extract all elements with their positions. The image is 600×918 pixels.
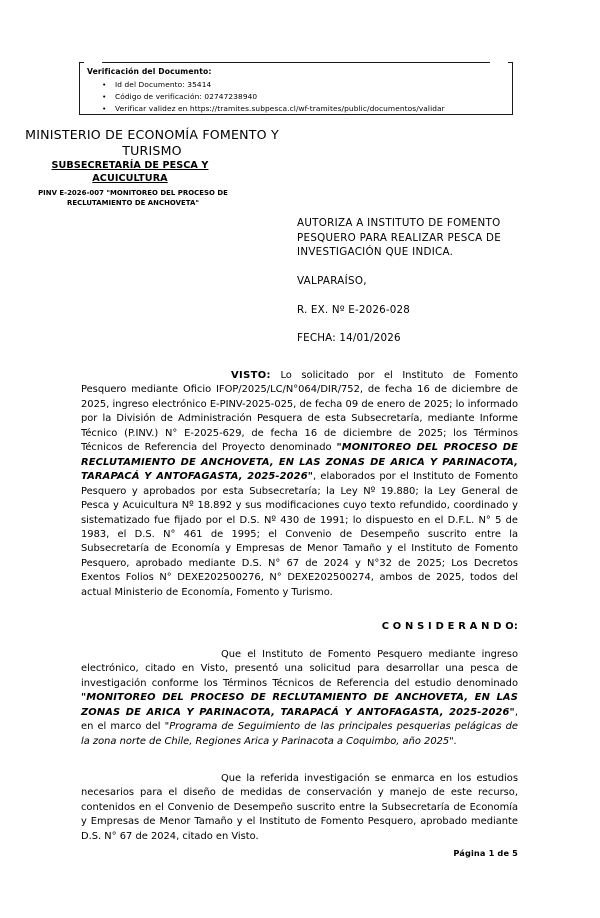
- ministry-name: MINISTERIO DE ECONOMÍA FOMENTO Y TURISMO: [25, 127, 279, 158]
- visto-keyword: VISTO:: [231, 370, 271, 381]
- resolution-number: R. EX. Nº E-2026-028: [297, 304, 411, 316]
- study-title-emphasis: "MONITOREO DEL PROCESO DE RECLUTAMIENTO DE ANCHOVETA, EN LAS ZONAS DE ARICA Y PARINACOTA, TARAPACÁ Y ANTOFAGASTA, 2025-2026": [81, 442, 518, 483]
- page-footer: Página 1 de 5: [453, 848, 518, 858]
- considerando-1-text-part2: , en el marco del: [81, 706, 518, 733]
- considerando-paragraph-1: [81, 648, 518, 749]
- verification-item-list: [87, 79, 445, 116]
- subsecretaria-name: SUBSECRETARÍA DE PESCA Y ACUICULTURA: [51, 160, 209, 184]
- verification-item-document-id: [87, 79, 445, 91]
- verification-item-code: [87, 91, 445, 103]
- project-code-label: PINV E-2026-007 "MONITOREO DEL PROCESO DE RECLUTAMIENTO DE ANCHOVETA": [38, 189, 228, 207]
- considerando-1-text-part1: Que el Instituto de Fomento Pesquero mediante ingreso electrónico, citado en Visto, presentó una solicitud para desarrollar una pesca de investigación conforme los Términos Técnicos de Referencia del estudio denominado: [81, 649, 518, 689]
- issue-place: VALPARAÍSO,: [297, 275, 367, 287]
- verification-item-url: [87, 103, 445, 115]
- program-title-emphasis: "Programa de Seguimiento de las principales pesquerias pelágicas de la zona norte de Chile, Regiones Arica y Parinacota a Coquimbo, año 2025".: [81, 721, 518, 747]
- visto-text-part1: Lo solicitado por el Instituto de Fomento Pesquero mediante Oficio IFOP/2025/LC/N°064/DIR/752, de fecha 16 de diciembre de 2025, ingreso electrónico E-PINV-2025-025, de fecha 09 de enero de 2025; lo informado por la División de Administración Pesquera de esta Subsecretaría, mediante Informe Técnico (P.INV.) N° E-2025-629, de fecha 16 de diciembre de 2025; los Términos Técnicos de Referencia del Proyecto denominado: [81, 370, 518, 454]
- bullet-icon: •: [102, 80, 107, 89]
- bullet-icon: •: [102, 92, 107, 102]
- study-title-emphasis: "MONITOREO DEL PROCESO DE RECLUTAMIENTO DE ANCHOVETA, EN LAS ZONAS DE ARICA Y PARINACOTA, TARAPACÁ Y ANTOFAGASTA, 2025-2026": [81, 692, 518, 718]
- considerando-2-text: Que la referida investigación se enmarca en los estudios necesarios para el diseño de medidas de conservación y manejo de este recurso, contenidos en el Convenio de Desempeño suscrito entre la Subsecretaría de Economía y Empresas de Menor Tamaño y el Instituto de Fomento Pesquero, aprobado mediante D.S. N° 67 de 2024, citado en Visto.: [81, 773, 518, 842]
- resolution-date: FECHA: 14/01/2026: [297, 332, 401, 344]
- bullet-icon: •: [102, 104, 107, 114]
- visto-paragraph: [81, 369, 518, 600]
- considerando-heading: C O N S I D E R A N D O:: [381, 621, 518, 632]
- document-verification-box: [79, 62, 513, 115]
- verification-item-text: Código de verificación: 02747238940: [115, 92, 258, 102]
- considerando-paragraph-2: [81, 772, 518, 844]
- verification-title: Verificación del Documento:: [87, 67, 212, 76]
- visto-text-part2: , elaborados por el Instituto de Fomento Pesquero y aprobados por esta Subsecretaría; la Ley Nº 19.880; la Ley General de Pesca y Acuicultura Nº 18.892 y sus modificaciones cuyo texto refundido, coordinado y sistematizado fue fijado por el D.S. Nº 430 de 1991; lo dispuesto en el D.F.L. N° 5 de 1983, el D.S. N° 461 de 1995; el Convenio de Desempeño suscrito entre la Subsecretaría de Economía y Empresas de Menor Tamaño y el Instituto de Fomento Pesquero, aprobado mediante D.S. N° 67 de 2024 y N°32 de 2025; Los Decretos Exentos Folios N° DEXE202500276, N° DEXE202500274, ambos de 2025, todos del actual Ministerio de Economía, Fomento y Turismo.: [81, 471, 519, 598]
- verification-item-text: Id del Documento: 35414: [115, 80, 212, 89]
- verification-item-text: Verificar validez en https://tramites.subpesca.cl/wf-tramites/public/documentos/validar: [115, 104, 445, 114]
- resolution-subject: AUTORIZA A INSTITUTO DE FOMENTO PESQUERO PARA REALIZAR PESCA DE INVESTIGACIÓN QUE INDICA.: [297, 217, 502, 259]
